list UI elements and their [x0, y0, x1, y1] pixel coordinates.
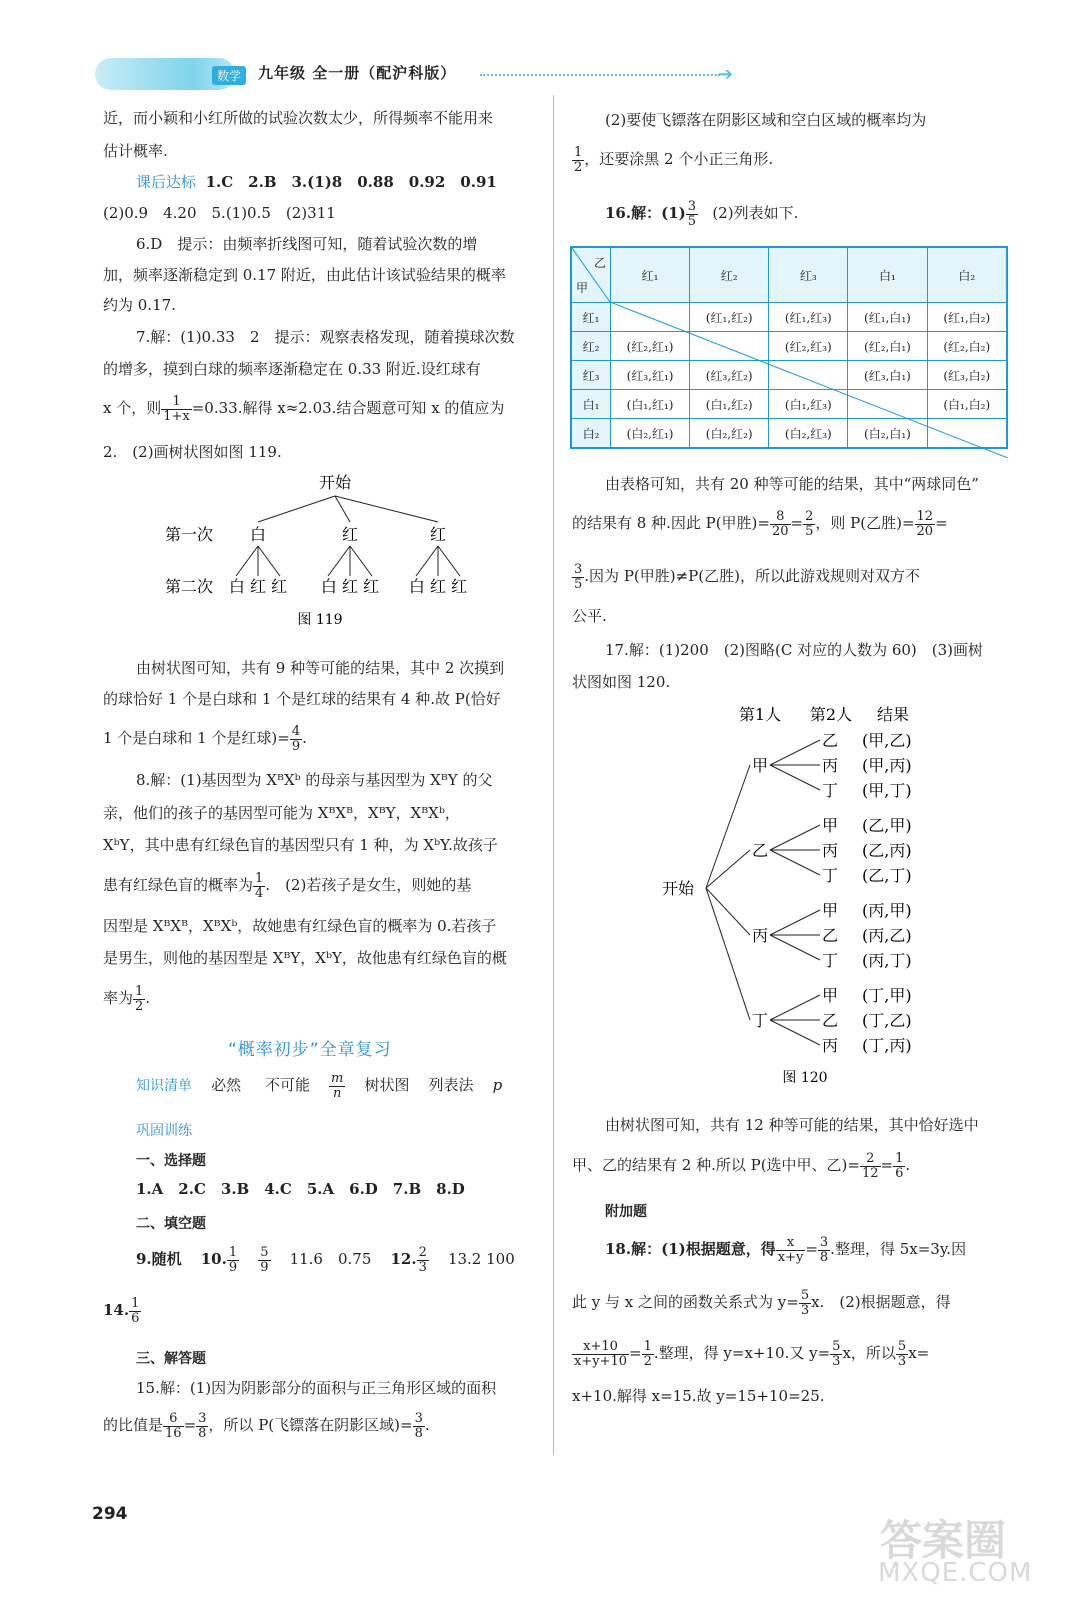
fraction: $\frac{3}{5}$: [687, 199, 697, 229]
tree-result: (乙,丙): [862, 841, 912, 860]
tree-edge: [438, 546, 460, 576]
tree-result: (甲,丙): [862, 756, 912, 775]
section-heading: 二、填空题: [136, 1216, 206, 1232]
table-corner: 乙 甲: [571, 247, 611, 303]
svg-text:结果: 结果: [876, 705, 910, 724]
svg-text:第1人: 第1人: [738, 705, 782, 724]
tree-diagram-120: [650, 700, 960, 1090]
fraction: $\frac{1}{9}$: [228, 1245, 238, 1275]
fraction: $\frac{8}{20}$: [771, 509, 789, 539]
tree-leaves: 白 红 红: [228, 577, 288, 596]
tree-node-second: 丁: [821, 951, 839, 970]
tree-leaves: 白 红 红: [320, 577, 380, 596]
tree-result: (丙,甲): [862, 901, 912, 920]
tree-edge: [258, 496, 335, 522]
tree-node-second: 甲: [821, 986, 839, 1005]
q8-last-line: 率为 $\frac{1}{2}$ .: [103, 984, 151, 1014]
right-text: x+10.解得 x=15.故 y=15+10=25.: [572, 1387, 825, 1405]
tree-node-second: 丁: [821, 781, 839, 800]
fraction: $\frac{1}{2}$: [643, 1339, 652, 1369]
left-text: 7.解：(1)0.33 2 提示：观察表格发现，随着摸球次数: [136, 328, 515, 346]
tree-branches: [752, 731, 912, 1055]
table-diagonal: [610, 302, 1008, 458]
tree-edge: [770, 740, 820, 765]
fraction: $\frac{5}{3}$: [897, 1339, 907, 1369]
tree-node-first: 乙: [751, 841, 769, 860]
tree-leaves: 白 红 红: [408, 577, 468, 596]
tree-node-first: 丙: [751, 926, 769, 945]
tree-node-first: 丁: [751, 1011, 769, 1030]
left-text: 因型是 XᴮXᴮ，XᴮXᵇ，故她患有红绿色盲的概率为 0.若孩子: [103, 917, 497, 935]
choice-answers: 1.A 2.C 3.B 4.C 5.A 6.D 7.B 8.D: [136, 1180, 465, 1198]
kehou-label: 课后达标: [136, 173, 197, 191]
figure-caption: 图 120: [782, 1070, 828, 1086]
right-text: 由表格可知，共有 20 种等可能的结果，其中“两球同色”: [605, 475, 979, 493]
table-col-header: 红₂: [690, 247, 769, 303]
right-text: 公平.: [572, 607, 607, 625]
fill-answers: 9.随机 10. $\frac{1}{9}$ $\frac{5}{9}$ 11.6 0.75 12. $\frac{2}{3}$ 13.2 100: [136, 1245, 515, 1275]
q17-result-line: 甲、乙的结果有 2 种.所以 P(选中甲、乙)= $\frac{2}{12}$ = $\frac{1}{6}$ .: [572, 1151, 911, 1181]
tree-level-label: 第二次: [165, 577, 214, 596]
fraction: $\frac{4}{9}$: [291, 724, 301, 754]
fraction: $\frac{1}{6}$: [131, 1296, 140, 1326]
section-heading: 附加题: [605, 1204, 647, 1220]
tree-edge: [335, 496, 438, 522]
kehou-block: [136, 175, 497, 190]
left-text: 亲，他们的孩子的基因型可能为 XᴮXᴮ，XᴮY，XᴮXᵇ，: [103, 804, 460, 822]
table-col-header: 红₃: [769, 247, 848, 303]
left-text: 的增多，摸到白球的频率逐渐稳定在 0.33 附近.设红球有: [103, 360, 481, 378]
tree-edge: [335, 496, 350, 522]
tree-result: (丙,乙): [862, 926, 912, 945]
right-text: (2)要使飞镖落在阴影区域和空白区域的概率均为: [605, 111, 927, 129]
table-col-header: 红₁: [611, 247, 690, 303]
left-text: 6.D 提示：由频率折线图可知，随着试验次数的增: [136, 235, 478, 253]
fraction: $\frac{3}{8}$: [414, 1411, 423, 1441]
fraction: $\frac{3}{8}$: [198, 1411, 207, 1441]
table-row: 红₁ (红₁,红₂) (红₁,红₃) (红₁,白₁) (红₁,白₂): [571, 303, 1007, 332]
fraction: $\frac{x}{x+y}$: [777, 1235, 804, 1265]
tree-node-second: 丙: [821, 756, 839, 775]
left-text: 2. (2)画树状图如图 119.: [103, 443, 282, 461]
left-text: 由树状图可知，共有 9 种等可能的结果，其中 2 次摸到: [136, 659, 505, 677]
kehou-answers-2: (2)0.9 4.20 5.(1)0.5 (2)311: [103, 204, 336, 222]
tree-node-second: 丙: [821, 1036, 839, 1055]
fraction: $\frac{2}{5}$: [805, 509, 814, 539]
tree-edge: [770, 935, 820, 960]
gonggu-label: 巩固训练: [136, 1123, 192, 1139]
tree-diagram-119: [140, 470, 500, 630]
tree-node-second: 甲: [821, 901, 839, 920]
table-col-header: 白₂: [927, 247, 1007, 303]
watermark-url: MXQE.COM: [878, 1558, 1033, 1588]
tree-edge: [770, 850, 820, 875]
fill-answer-14: 14. $\frac{1}{6}$: [103, 1296, 140, 1326]
header-title: 九年级 全一册（配沪科版）: [258, 64, 457, 82]
tree-edge: [328, 546, 350, 576]
fraction: $\frac{1}{2}$: [574, 145, 583, 175]
tree-edge: [236, 546, 258, 576]
header-subject: 数学: [212, 66, 246, 85]
left-text: XᵇY，其中患有红绿色盲的基因型只有 1 种，为 XᵇY.故孩子: [103, 836, 498, 854]
tree-node-second: 丙: [821, 841, 839, 860]
left-text: 约为 0.17.: [103, 296, 176, 314]
fraction: $\frac{1}{6}$: [895, 1151, 904, 1181]
tree-result: (甲,乙): [862, 731, 912, 750]
fraction: $\frac{2}{12}$: [861, 1151, 879, 1181]
q16-line: 16.解：(1) $\frac{3}{5}$ (2)列表如下.: [605, 199, 799, 229]
header-dotted-line: [480, 74, 720, 76]
left-text: 近，而小颖和小红所做的试验次数太少，所得频率不能用来: [103, 109, 494, 127]
fraction: $\frac{1}{4}$: [255, 871, 264, 901]
fraction: $\frac{3}{5}$: [574, 562, 583, 592]
section-heading: 一、选择题: [136, 1153, 206, 1169]
tree-level-label: 第一次: [165, 525, 214, 544]
fraction: $\frac{m}{n}$: [331, 1071, 344, 1101]
table-row: 白₂ (白₂,红₁) (白₂,红₂) (白₂,红₃) (白₂,白₁): [571, 419, 1007, 449]
tree-result: (丙,丁): [862, 951, 912, 970]
fraction: $\frac{1}{1+x}$: [163, 394, 190, 424]
q18-line-2: 此 y 与 x 之间的函数关系式为 y= $\frac{5}{3}$ x. (2)根据题意，得: [572, 1288, 951, 1318]
tree-edge: [770, 825, 820, 850]
tree-result: (丁,甲): [862, 986, 912, 1005]
figure-caption: 图 119: [297, 612, 343, 628]
tree-node: 红: [342, 525, 359, 544]
tree-node: 红: [430, 525, 447, 544]
tree-edge: [416, 546, 438, 576]
tree-start: 开始: [318, 473, 352, 492]
tree-edge: [350, 546, 372, 576]
q7-line-with-fraction: x 个，则 $\frac{1}{1+x}$ =0.33.解得 x≈2.03.结合题意可知 x 的值应为: [103, 394, 505, 424]
tree-result: (丁,乙): [862, 1011, 912, 1030]
chapter-title: “概率初步”全章复习: [228, 1040, 392, 1060]
fraction: $\frac{5}{3}$: [832, 1339, 841, 1369]
left-text: 估计概率.: [103, 142, 168, 160]
q16-prob-line: 的结果有 8 种.因此 P(甲胜)= $\frac{8}{20}$ = $\frac{2}{5}$ ，则 P(乙胜)= $\frac{12}{20}$ =: [572, 509, 948, 539]
q16-prob-line-2: $\frac{3}{5}$ .因为 P(甲胜)≠P(乙胜)，所以此游戏规则对双方不: [574, 562, 920, 592]
tree-result: (甲,丁): [862, 781, 912, 800]
tree-result: (乙,甲): [862, 816, 912, 835]
tree-node-second: 丁: [821, 866, 839, 885]
page-number: 294: [92, 1504, 128, 1524]
left-text: 15.解：(1)因为阴影部分的面积与正三角形区域的面积: [136, 1379, 497, 1397]
tree-start: 开始: [661, 879, 695, 898]
fraction: $\frac{12}{20}$: [916, 509, 934, 539]
fraction: $\frac{5}{3}$: [800, 1288, 810, 1318]
tree-edge: [770, 1020, 820, 1045]
tree-node-second: 乙: [821, 731, 839, 750]
right-text: 状图如图 120.: [572, 673, 671, 691]
tree-result: (丁,丙): [862, 1036, 912, 1055]
watermark-logo: 答案圈: [880, 1516, 1007, 1565]
table-col-header: 白₁: [848, 247, 927, 303]
kehou-answers: 1.C 2.B 3.(1)8 0.88 0.92 0.91: [205, 173, 497, 191]
fraction: $\frac{5}{9}$: [260, 1245, 269, 1275]
fraction: $\frac{x+10}{x+y+10}$: [574, 1339, 628, 1369]
left-text: 的球恰好 1 个是白球和 1 个是红球的结果有 4 种.故 P(恰好: [103, 690, 501, 708]
tree-edge: [258, 546, 280, 576]
tree-node-second: 乙: [821, 926, 839, 945]
arrow-right-icon: ➔: [718, 64, 734, 85]
table-row: 红₃ (红₃,红₁) (红₃,红₂) (红₃,白₁) (红₃,白₂): [571, 361, 1007, 390]
tree-edge: [770, 995, 820, 1020]
right-text: 由树状图可知，共有 12 种等可能的结果，其中恰好选中: [605, 1116, 979, 1134]
tree-node: 白: [250, 525, 267, 544]
tree-node-second: 乙: [821, 1011, 839, 1030]
q15-line: 的比值是 $\frac{6}{16}$ = $\frac{3}{8}$ ，所以 P(飞镖落在阴影区域)= $\frac{3}{8}$ .: [103, 1411, 430, 1441]
section-heading: 三、解答题: [136, 1351, 206, 1367]
q7-result-line: 1 个是白球和 1 个是红球)= $\frac{4}{9}$ .: [103, 724, 307, 754]
tree-result: (乙,丁): [862, 866, 912, 885]
tree-node-first: 甲: [751, 756, 769, 775]
q18-line-3: $\frac{x+10}{x+y+10}$ = $\frac{1}{2}$ .整理，得 y=x+10.又 y= $\frac{5}{3}$ x，所以 $\frac{5}{3}$ x=: [574, 1339, 930, 1369]
q18-line-1: 18.解：(1)根据题意，得 $\frac{x}{x+y}$ = $\frac{3}{8}$ .整理，得 5x=3y.因: [605, 1235, 967, 1265]
right-text: 17.解：(1)200 (2)图略(C 对应的人数为 60) (3)画树: [605, 641, 984, 659]
tree-edge: [770, 910, 820, 935]
table-row: 白₁ (白₁,红₁) (白₁,红₂) (白₁,红₃) (白₁,白₂): [571, 390, 1007, 419]
table-row: 红₂ (红₂,红₁) (红₂,红₃) (红₂,白₁) (红₂,白₂): [571, 332, 1007, 361]
q8-line-with-fraction: 患有红绿色盲的概率为 $\frac{1}{4}$ . (2)若孩子是女生，则她的基: [103, 871, 472, 901]
svg-text:第2人: 第2人: [809, 705, 853, 724]
tree-node-second: 甲: [821, 816, 839, 835]
zhishi-row: 知识清单 必然 不可能 $\frac{m}{n}$ 树状图 列表法 p: [136, 1071, 503, 1101]
right-text-frac: $\frac{1}{2}$ ，还要涂黑 2 个小正三角形.: [574, 145, 774, 175]
left-text: 加，频率逐渐稳定到 0.17 附近，由此估计该试验结果的概率: [103, 266, 506, 284]
fraction: $\frac{6}{16}$: [165, 1411, 182, 1441]
left-text: 8.解：(1)基因型为 XᴮXᵇ 的母亲与基因型为 XᴮY 的父: [136, 771, 493, 789]
tree-edge: [770, 765, 820, 790]
fraction: $\frac{2}{3}$: [418, 1245, 427, 1275]
left-text: 是男生，则他的基因型是 XᴮY，XᵇY，故他患有红绿色盲的概: [103, 949, 507, 967]
fraction: $\frac{3}{8}$: [819, 1235, 829, 1265]
fraction: $\frac{1}{2}$: [135, 984, 144, 1014]
column-divider: [553, 95, 554, 1455]
